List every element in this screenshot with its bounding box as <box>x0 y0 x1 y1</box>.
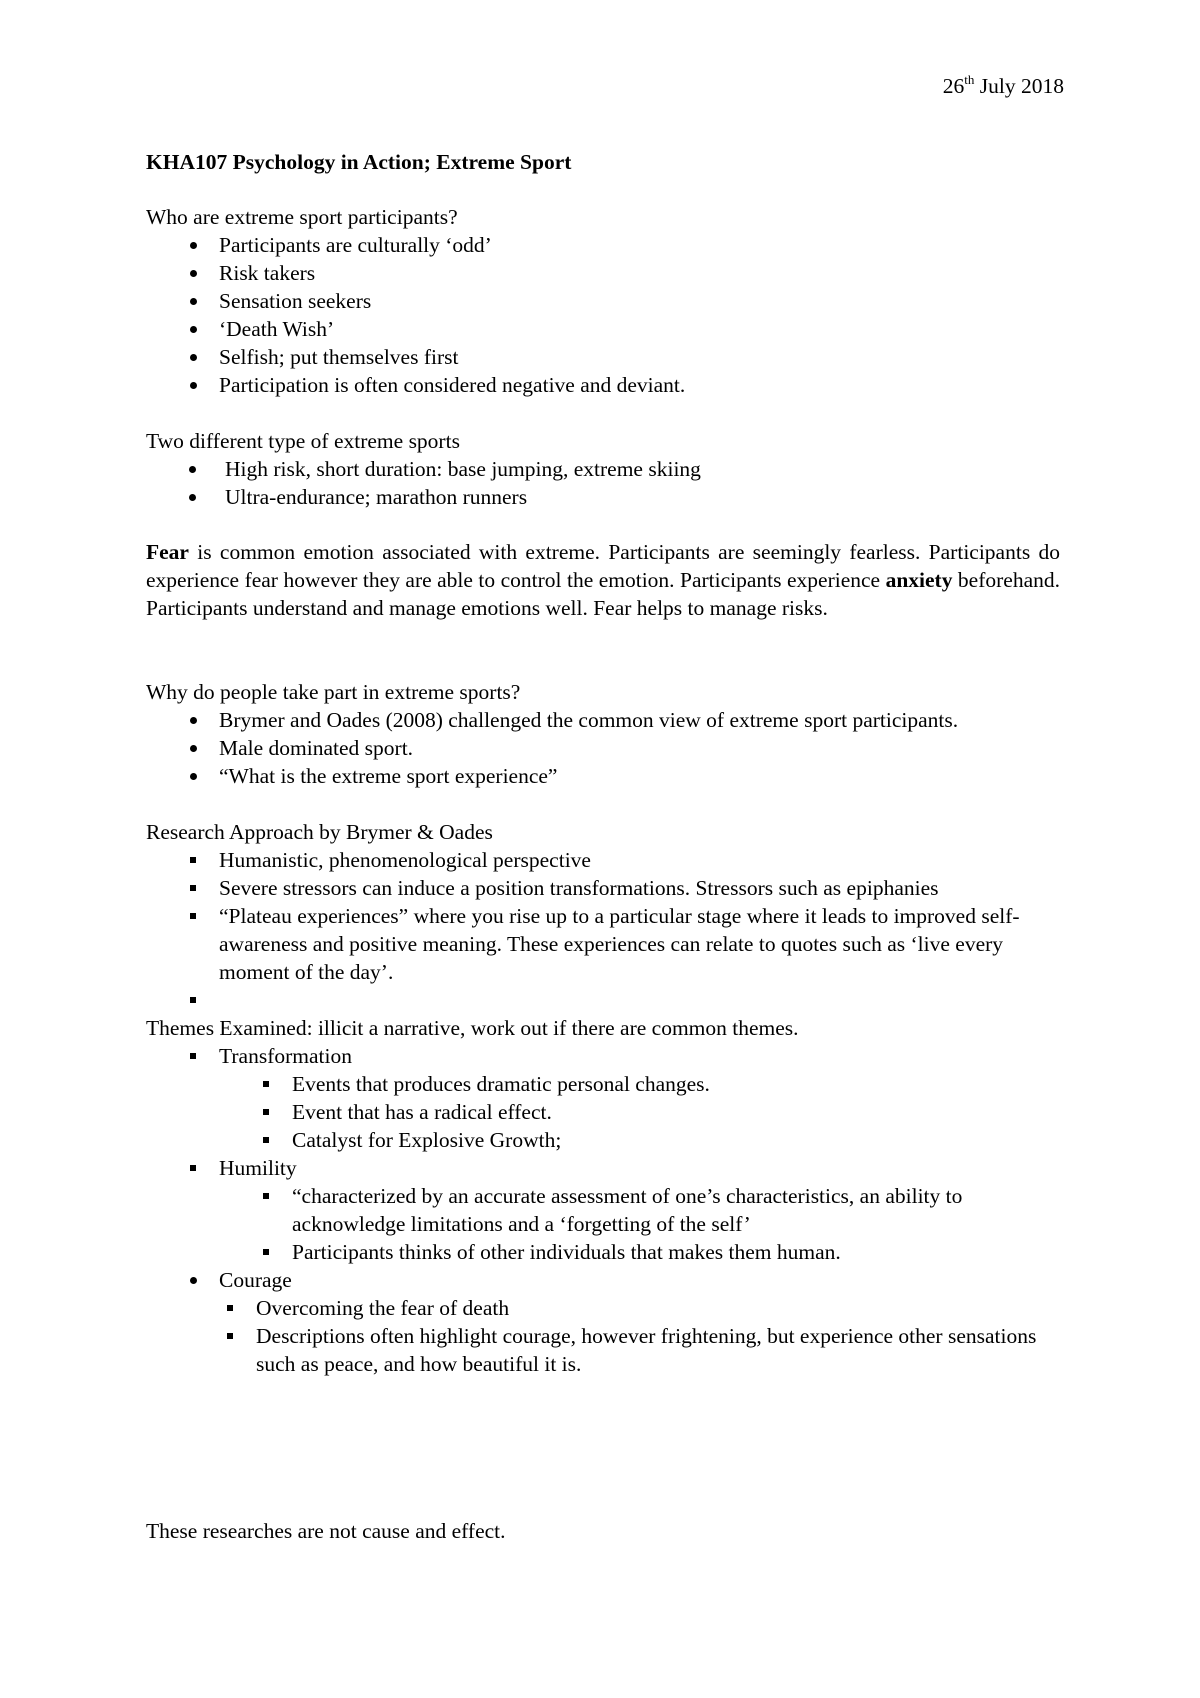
document-date <box>943 72 1064 100</box>
why-list <box>219 706 958 790</box>
theme-label: Courage <box>219 1268 292 1292</box>
fear-text-2: beforehand. Participants understand and manage emotions well. Fear helps to manage risks. <box>146 568 1060 620</box>
theme-transformation <box>219 1042 1064 1070</box>
transformation-list <box>292 1070 1064 1154</box>
date-month-year: July 2018 <box>974 74 1064 98</box>
date-day: 26 <box>942 74 965 98</box>
section-heading-sport-types: Two different type of extreme sports <box>146 429 460 453</box>
list-item: “Plateau experiences” where you rise up to a particular stage where it leads to improved self-awareness and positive meaning. These experiences can relate to quotes such as ‘live every moment of the day’. <box>219 902 1064 986</box>
theme-humility <box>219 1154 297 1182</box>
list-item: Overcoming the fear of death <box>256 1294 1064 1322</box>
list-item: “What is the extreme sport experience” <box>219 762 958 790</box>
section-heading-themes: Themes Examined: illicit a narrative, work out if there are common themes. <box>146 1016 799 1040</box>
list-item: Selfish; put themselves first <box>219 343 685 371</box>
closing-note: These researches are not cause and effect. <box>146 1519 506 1543</box>
courage-list <box>256 1294 1064 1378</box>
theme-courage <box>219 1266 292 1294</box>
list-item: Male dominated sport. <box>219 734 958 762</box>
list-item: High risk, short duration: base jumping, extreme skiing <box>225 457 701 481</box>
list-item: Brymer and Oades (2008) challenged the common view of extreme sport participants. <box>219 708 959 732</box>
list-item: Sensation seekers <box>219 287 685 315</box>
fear-term: Fear <box>146 540 189 564</box>
list-item: Catalyst for Explosive Growth; <box>292 1126 1064 1154</box>
theme-label: Transformation <box>219 1044 352 1068</box>
list-item: Ultra-endurance; marathon runners <box>225 483 701 511</box>
date-suffix: th <box>964 71 975 87</box>
fear-text-1: is common emotion associated with extreme. Participants are seemingly fearless. Participants do experience fear however they are able to control the emotion. Participants experience <box>146 540 1060 592</box>
document-title: KHA107 Psychology in Action; Extreme Sport <box>146 150 572 174</box>
list-item: Participants thinks of other individuals that makes them human. <box>292 1238 1064 1266</box>
list-item: Events that produces dramatic personal changes. <box>292 1070 1064 1098</box>
list-item: “characterized by an accurate assessment of one’s characteristics, an ability to acknowledge limitations and a ‘forgetting of the self’ <box>292 1182 1064 1238</box>
humility-list <box>292 1182 1064 1266</box>
sport-types-list <box>225 455 701 511</box>
list-item: Humanistic, phenomenological perspective <box>219 846 1064 874</box>
section-heading-research-approach: Research Approach by Brymer & Oades <box>146 820 493 844</box>
section-heading-why: Why do people take part in extreme sports? <box>146 680 521 704</box>
fear-paragraph <box>146 538 1060 622</box>
list-item: Event that has a radical effect. <box>292 1098 1064 1126</box>
list-item: Participants are culturally ‘odd’ <box>219 231 685 259</box>
list-item: ‘Death Wish’ <box>219 315 685 343</box>
participants-list <box>219 231 685 399</box>
list-item: Participation is often considered negative and deviant. <box>219 373 686 397</box>
research-approach-list <box>219 846 1064 1014</box>
theme-label: Humility <box>219 1156 297 1180</box>
themes-list <box>219 1042 1064 1070</box>
themes-list-courage <box>219 1266 292 1294</box>
list-item-empty <box>219 986 1064 1014</box>
themes-list-humility <box>219 1154 297 1182</box>
list-item: Descriptions often highlight courage, however frightening, but experience other sensations such as peace, and how beautiful it is. <box>256 1322 1064 1378</box>
anxiety-term: anxiety <box>885 568 953 592</box>
section-heading-participants: Who are extreme sport participants? <box>146 205 458 229</box>
list-item: Severe stressors can induce a position transformations. Stressors such as epiphanies <box>219 874 1064 902</box>
list-item: Risk takers <box>219 259 685 287</box>
